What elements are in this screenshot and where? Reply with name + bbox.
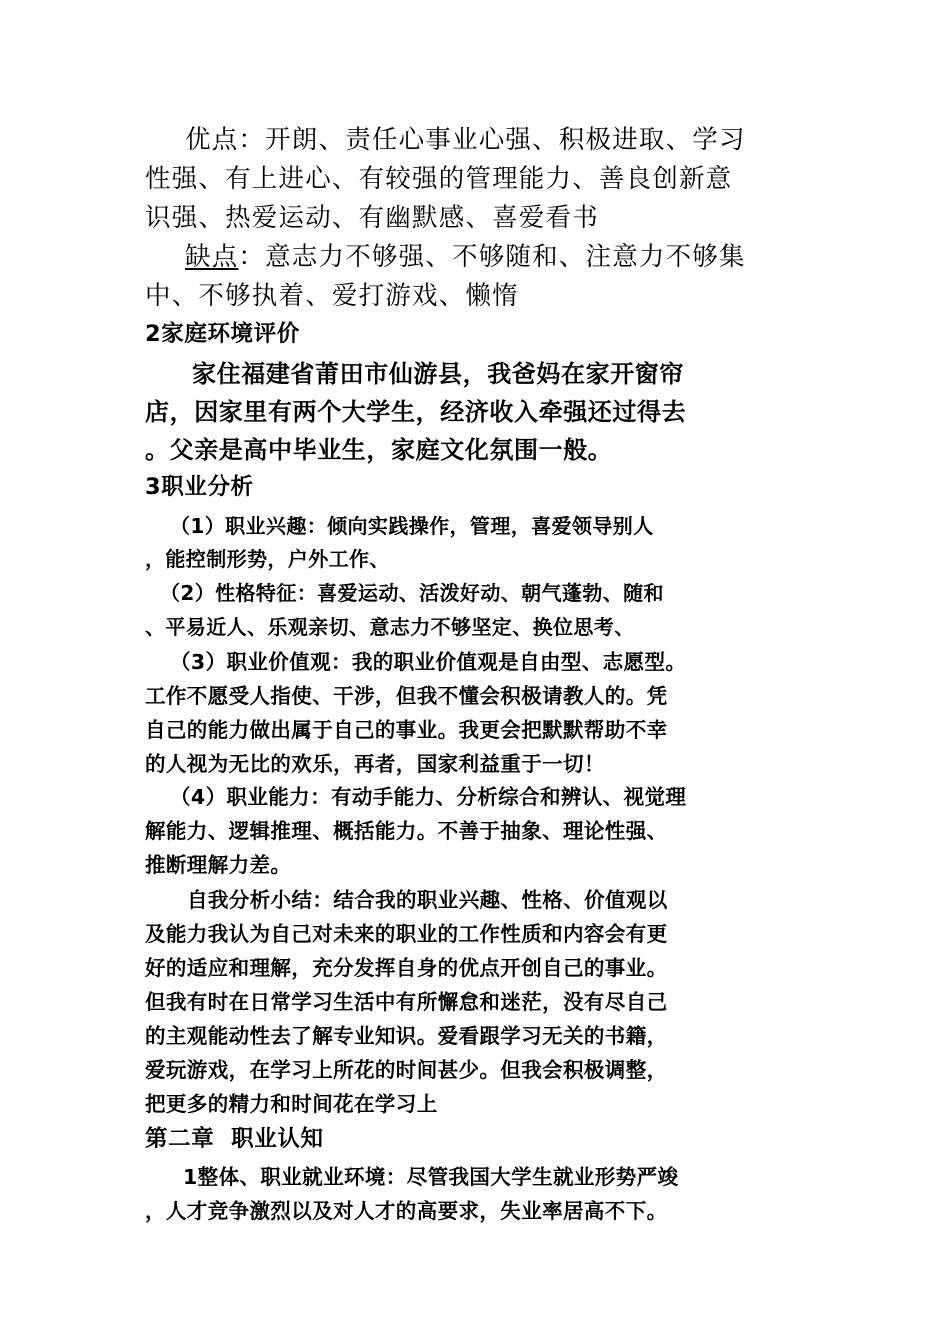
weaknesses-label: 缺点 — [185, 242, 239, 272]
values-line-2: 工作不愿受人指使、干涉，但我不懂会积极请教人的。凭 — [145, 684, 668, 708]
chapter-2-line-1: 1整体、职业就业环境：尽管我国大学生就业形势严竣 — [183, 1165, 679, 1189]
strengths-label: 优点 — [185, 125, 239, 155]
strengths-line-2: 性强、有上进心、有较强的管理能力、善良创新意 — [145, 164, 733, 194]
family-heading: 2家庭环境评价 — [145, 321, 300, 347]
summary-line-3: 好的适应和理解，充分发挥自身的优点开创自己的事业。 — [145, 956, 668, 980]
family-line-3: 。父亲是高中毕业生，家庭文化氛围一般。 — [145, 436, 613, 464]
summary-line-1: 自我分析小结：结合我的职业兴趣、性格、价值观以 — [187, 888, 668, 912]
interest-line-1: （1）职业兴趣：倾向实践操作，管理，喜爱领导别人 — [170, 514, 654, 538]
strengths-line-1: 优点：开朗、责任心事业心强、积极进取、学习 — [185, 125, 746, 155]
ability-line-1: （4）职业能力：有动手能力、分析综合和辨认、视觉理 — [170, 785, 687, 809]
summary-line-2: 及能力我认为自己对未来的职业的工作性质和内容会有更 — [145, 922, 668, 946]
family-line-2: 店，因家里有两个大学生，经济收入牵强还过得去 — [145, 398, 687, 426]
weaknesses-line-2: 中、不够执着、爱打游戏、懒惰 — [145, 281, 519, 311]
personality-line-1: （2）性格特征：喜爱运动、活泼好动、朝气蓬勃、随和 — [160, 581, 664, 605]
interest-line-2: ，能控制形势，户外工作、 — [145, 547, 390, 571]
summary-line-7: 把更多的精力和时间花在学习上 — [145, 1092, 438, 1116]
ability-line-2: 解能力、逻辑推理、概括能力。不善于抽象、理论性强、 — [145, 819, 668, 843]
summary-line-4: 但我有时在日常学习生活中有所懈怠和迷茫，没有尽自己 — [145, 990, 668, 1014]
ability-line-3: 推断理解力差。 — [145, 853, 292, 877]
values-line-1: （3）职业价值观：我的职业价值观是自由型、志愿型。 — [170, 650, 687, 674]
summary-line-5: 的主观能动性去了解专业知识。爱看跟学习无关的书籍， — [145, 1024, 668, 1048]
summary-line-6: 爱玩游戏，在学习上所花的时间甚少。但我会积极调整， — [145, 1058, 668, 1082]
values-line-4: 的人视为无比的欢乐，再者，国家利益重于一切！ — [145, 752, 605, 776]
career-analysis-heading: 3职业分析 — [145, 474, 254, 500]
weaknesses-line-1: 缺点：意志力不够强、不够随和、注意力不够集 — [185, 242, 746, 272]
values-line-3: 自己的能力做出属于自己的事业。我更会把默默帮助不幸 — [145, 718, 668, 742]
chapter-2-line-2: ，人才竞争激烈以及对人才的高要求，失业率居高不下。 — [145, 1199, 668, 1223]
family-line-1: 家住福建省莆田市仙游县，我爸妈在家开窗帘 — [192, 360, 684, 388]
strengths-line-3: 识强、热爱运动、有幽默感、喜爱看书 — [145, 203, 599, 233]
personality-line-2: 、平易近人、乐观亲切、意志力不够坚定、换位思考、 — [145, 615, 635, 639]
chapter-2-heading: 第二章 职业认知 — [145, 1126, 324, 1152]
